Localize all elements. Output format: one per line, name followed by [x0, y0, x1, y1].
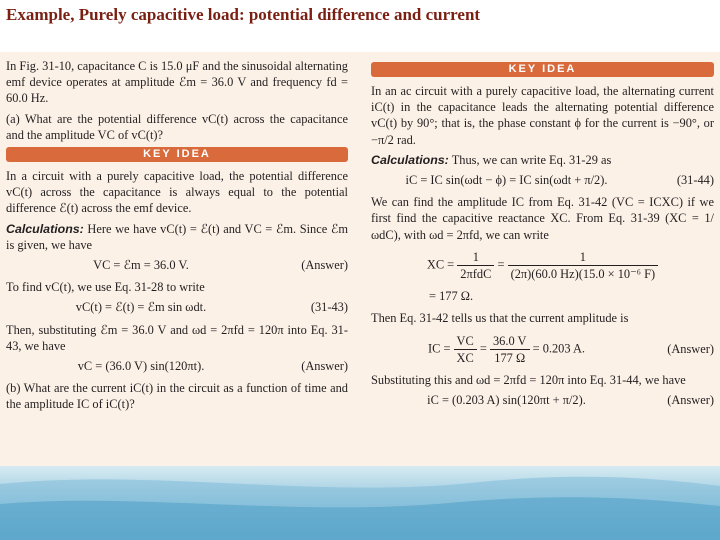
fraction	[508, 249, 659, 282]
equation-vc-answer	[6, 358, 348, 374]
equation-tag: (Answer)	[301, 359, 348, 374]
calculations-label: Calculations:	[371, 152, 449, 167]
equation-expression	[371, 333, 642, 366]
equation-vc-amplitude	[6, 257, 348, 273]
equation-current-amplitude	[371, 333, 714, 366]
substitution-text: Then, substituting ℰm = 36.0 V and ωd = 2πfd = 120π into Eq. 31-43, we have	[6, 322, 348, 353]
calculations-text: Here we have vC(t) = ℰ(t) and VC = ℰm. Since ℰm is given, we have	[6, 221, 348, 252]
equation-ic-answer	[371, 392, 714, 408]
wave-decoration-icon	[0, 466, 720, 540]
fraction-denominator: XC	[456, 350, 474, 365]
substitution-text: Substituting this and ωd = 2πfd = 120π into Eq. 31-44, we have	[371, 373, 686, 388]
equation-tag: (31-43)	[310, 300, 348, 315]
equals-sign: =	[497, 257, 505, 272]
equation-reactance	[371, 249, 714, 282]
then-text: Then Eq. 31-42 tells us that the current amplitude is	[371, 311, 629, 326]
ic-lhs: IC =	[427, 341, 451, 356]
amplitude-text: We can find the amplitude IC from Eq. 31-42 (VC = ICXC) if we first find the capacitive reactance XC. From Eq. 31-39 (XC = 1/ωdC), with ωd = 2πfd, we can write	[371, 195, 714, 242]
question-part-b: (b) What are the current iC(t) in the circuit as a function of time and the amplitude IC of iC(t)?	[6, 381, 348, 412]
equation-expression: vC = (36.0 V) sin(120πt).	[77, 359, 205, 374]
equals-sign: =	[479, 341, 487, 356]
calculations-paragraph	[6, 221, 348, 253]
equation-expression	[371, 249, 714, 282]
calculations-label: Calculations:	[6, 221, 84, 236]
calculations-text: Thus, we can write Eq. 31-29 as	[451, 152, 612, 167]
problem-intro: In Fig. 31-10, capacitance C is 15.0 μF and the sinusoidal alternating emf device operates at amplitude ℰm = 36.0 V and frequency fd = 60.0 Hz.	[6, 59, 348, 106]
ic-result: = 0.203 A.	[532, 341, 586, 356]
equation-tag: (Answer)	[667, 342, 714, 357]
equation-31-44	[371, 172, 714, 188]
fraction	[490, 333, 530, 366]
key-idea-text: In a circuit with a purely capacitive load, the potential difference vC(t) across the capacitance is always equal to the potential difference ℰ(t) across the emf device.	[6, 169, 348, 216]
equation-expression: = 177 Ω.	[429, 289, 474, 304]
calculations-paragraph	[371, 152, 714, 168]
equation-tag: (Answer)	[667, 393, 714, 408]
question-part-a: (a) What are the potential difference vC(t) across the capacitance and the amplitude VC of vC(t)?	[6, 111, 348, 142]
slide-title: Example, Purely capacitive load: potential difference and current	[6, 5, 481, 24]
fraction-denominator: 177 Ω	[494, 350, 526, 365]
key-idea-banner: KEY IDEA	[371, 62, 714, 77]
fraction	[457, 249, 494, 282]
fraction-numerator: VC	[454, 333, 477, 350]
equation-expression: iC = IC sin(ωdt − ϕ) = IC sin(ωdt + π/2).	[405, 173, 608, 188]
equation-31-43	[6, 299, 348, 315]
fraction-numerator: 1	[457, 249, 494, 266]
fraction-denominator: 2πfdC	[460, 267, 492, 282]
right-column	[371, 58, 714, 414]
fraction-denominator: (2π)(60.0 Hz)(15.0 × 10⁻⁶ F)	[510, 267, 656, 282]
xc-lhs: XC =	[426, 257, 455, 272]
equation-expression: vC(t) = ℰ(t) = ℰm sin ωdt.	[75, 300, 207, 315]
textbook-page	[0, 52, 720, 466]
fraction	[454, 333, 477, 366]
fraction-numerator: 1	[508, 249, 659, 266]
equation-tag: (31-44)	[676, 173, 714, 188]
equation-expression: VC = ℰm = 36.0 V.	[93, 258, 189, 273]
key-idea-text: In an ac circuit with a purely capacitive load, the alternating current iC(t) in the capacitance leads the alternating potential difference vC(t) by 90°; that is, the phase constant ϕ for the current is −90°, or −π/2 rad.	[371, 84, 714, 147]
key-idea-banner: KEY IDEA	[6, 147, 348, 162]
footer-decoration	[0, 466, 720, 540]
fraction-numerator: 36.0 V	[490, 333, 530, 350]
left-column	[6, 58, 348, 417]
find-vc-text: To find vC(t), we use Eq. 31-28 to write	[6, 280, 205, 295]
equation-expression: iC = (0.203 A) sin(120πt + π/2).	[427, 393, 586, 408]
equation-tag: (Answer)	[301, 258, 348, 273]
equation-reactance-result	[371, 288, 714, 304]
